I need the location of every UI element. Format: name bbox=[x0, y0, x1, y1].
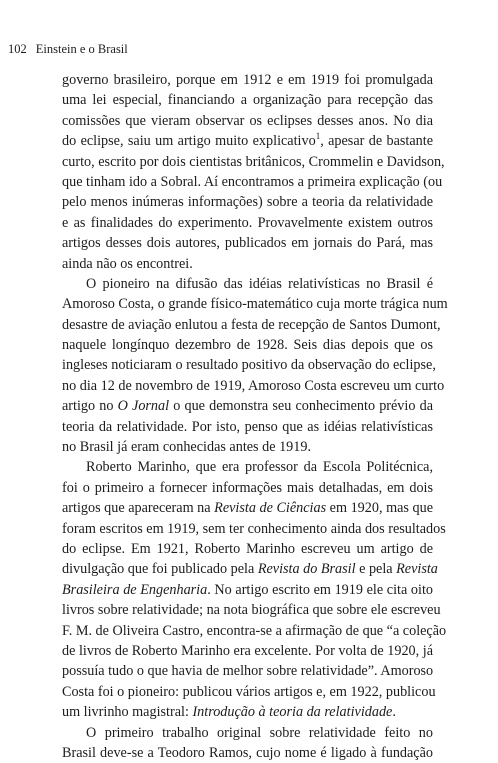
text-line bbox=[62, 437, 433, 457]
text-line bbox=[62, 152, 445, 172]
text-segment: uma lei especial, financiando a organização para recepção das bbox=[62, 92, 433, 109]
text-segment: teoria da relatividade. Por isto, penso que as idéias relativísticas bbox=[62, 418, 433, 435]
text-segment: ainda não os encontrei. bbox=[62, 255, 193, 272]
text-segment: possuía tudo o que havia de melhor sobre relatividade”. Amoroso bbox=[62, 663, 434, 680]
text-line bbox=[62, 457, 433, 477]
text-line bbox=[62, 335, 433, 355]
body-text bbox=[62, 70, 448, 763]
text-segment: F. M. de Oliveira Castro, encontra-se a afirmação de que “a coleção bbox=[62, 622, 447, 639]
running-header bbox=[8, 42, 128, 56]
text-segment: Amoroso Costa, o grande físico-matemático cuja morte trágica num bbox=[62, 296, 448, 313]
text-line bbox=[62, 70, 433, 90]
text-segment: . bbox=[392, 704, 396, 721]
text-line bbox=[62, 172, 443, 192]
text-line bbox=[62, 396, 433, 416]
text-segment: O primeiro trabalho original sobre relatividade feito no bbox=[86, 724, 433, 741]
text-line bbox=[62, 702, 433, 722]
text-segment: foram escritos em 1919, sem ter conhecimento ainda dos resultados bbox=[62, 520, 446, 537]
italic-text: Brasileira de Engenharia bbox=[62, 581, 208, 598]
text-line bbox=[62, 723, 433, 743]
text-segment: O pioneiro na difusão das idéias relativísticas no Brasil é bbox=[86, 275, 433, 292]
text-line bbox=[62, 274, 433, 294]
text-segment: . No artigo escrito em 1919 ele cita oito bbox=[207, 581, 433, 598]
text-segment: em 1920, mas que bbox=[326, 500, 433, 517]
text-segment: foi o primeiro a fornecer informações mais detalhadas, em dois bbox=[62, 479, 433, 496]
text-line bbox=[62, 376, 445, 396]
text-segment: desastre de aviação enlutou a festa de recepção de Santos Dumont, bbox=[62, 316, 441, 333]
text-segment: Roberto Marinho, que era professor da Escola Politécnica, bbox=[86, 459, 433, 476]
text-segment: Brasil deve-se a Teodoro Ramos, cujo nome é ligado à fundação bbox=[62, 744, 433, 761]
text-segment: artigos que apareceram na bbox=[62, 500, 215, 517]
text-line bbox=[62, 641, 433, 661]
text-segment: um livrinho magistral: bbox=[62, 704, 193, 721]
text-line bbox=[62, 90, 433, 110]
text-line bbox=[62, 417, 433, 437]
text-segment: de livros de Roberto Marinho era excelente. Por volta de 1920, já bbox=[62, 642, 433, 659]
text-segment: o que demonstra seu conhecimento prévio da bbox=[169, 398, 433, 415]
text-segment: e as finalidades do experimento. Provavelmente existem outros bbox=[62, 214, 433, 231]
italic-text: Revista de Ciências bbox=[214, 500, 327, 517]
text-line bbox=[62, 315, 441, 335]
text-segment: e pela bbox=[355, 561, 397, 578]
text-segment: do eclipse. Em 1921, Roberto Marinho escreveu um artigo de bbox=[62, 540, 433, 557]
text-segment: comissões que vieram observar os eclipses desses anos. No dia bbox=[62, 112, 433, 129]
text-line bbox=[62, 294, 448, 314]
italic-text: Revista bbox=[396, 561, 438, 578]
text-line bbox=[62, 355, 436, 375]
text-line bbox=[62, 519, 446, 539]
text-segment: artigos desses dois autores, publicados em jornais do Pará, mas bbox=[62, 235, 433, 252]
text-segment: pelo menos inúmeras informações) sobre a teoria da relatividade bbox=[62, 194, 433, 211]
text-line bbox=[62, 192, 433, 212]
text-segment: governo brasileiro, porque em 1912 e em 1919 foi promulgada bbox=[62, 72, 433, 88]
italic-text: Revista do Brasil bbox=[257, 561, 356, 578]
text-line bbox=[62, 233, 433, 253]
text-segment: que tinham ido a Sobral. Aí encontramos a primeira explicação (ou bbox=[62, 173, 443, 190]
text-line bbox=[62, 539, 433, 559]
italic-text: O Jornal bbox=[117, 398, 170, 415]
text-segment: no Brasil já eram conhecidas antes de 1919. bbox=[62, 439, 311, 456]
text-line bbox=[62, 621, 447, 641]
text-segment: do eclipse, saiu um artigo muito explicativo bbox=[62, 133, 316, 150]
footnote-marker: 1 bbox=[315, 131, 321, 142]
text-line bbox=[62, 600, 441, 620]
italic-text: Introdução à teoria da relatividade bbox=[192, 704, 393, 721]
text-segment: livros sobre relatividade; na nota biográfica que sobre ele escreveu bbox=[62, 602, 441, 619]
text-segment: no dia 12 de novembro de 1919, Amoroso Costa escreveu um curto bbox=[62, 377, 445, 394]
text-segment: divulgação que foi publicado pela bbox=[62, 561, 258, 578]
text-line bbox=[62, 580, 433, 600]
text-line bbox=[62, 111, 433, 131]
text-segment: artigo no bbox=[62, 398, 118, 415]
text-line bbox=[62, 743, 433, 763]
text-line bbox=[62, 478, 433, 498]
text-line bbox=[62, 559, 438, 579]
text-line bbox=[62, 682, 436, 702]
text-line bbox=[62, 498, 433, 518]
text-line bbox=[62, 661, 433, 681]
page-number: 102 bbox=[8, 42, 27, 56]
text-line bbox=[62, 131, 433, 151]
text-segment: , apesar de bastante bbox=[320, 133, 434, 150]
text-segment: Costa foi o pioneiro: publicou vários artigos e, em 1922, publicou bbox=[62, 683, 436, 700]
text-segment: naquele longínquo dezembro de 1928. Seis dias depois que os bbox=[62, 337, 433, 354]
text-line bbox=[62, 254, 433, 274]
text-line bbox=[62, 213, 433, 233]
text-segment: ingleses noticiaram o resultado positivo da observação do eclipse, bbox=[62, 357, 436, 374]
text-segment: curto, escrito por dois cientistas britânicos, Crommelin e Davidson, bbox=[62, 153, 445, 170]
running-title: Einstein e o Brasil bbox=[35, 42, 128, 56]
